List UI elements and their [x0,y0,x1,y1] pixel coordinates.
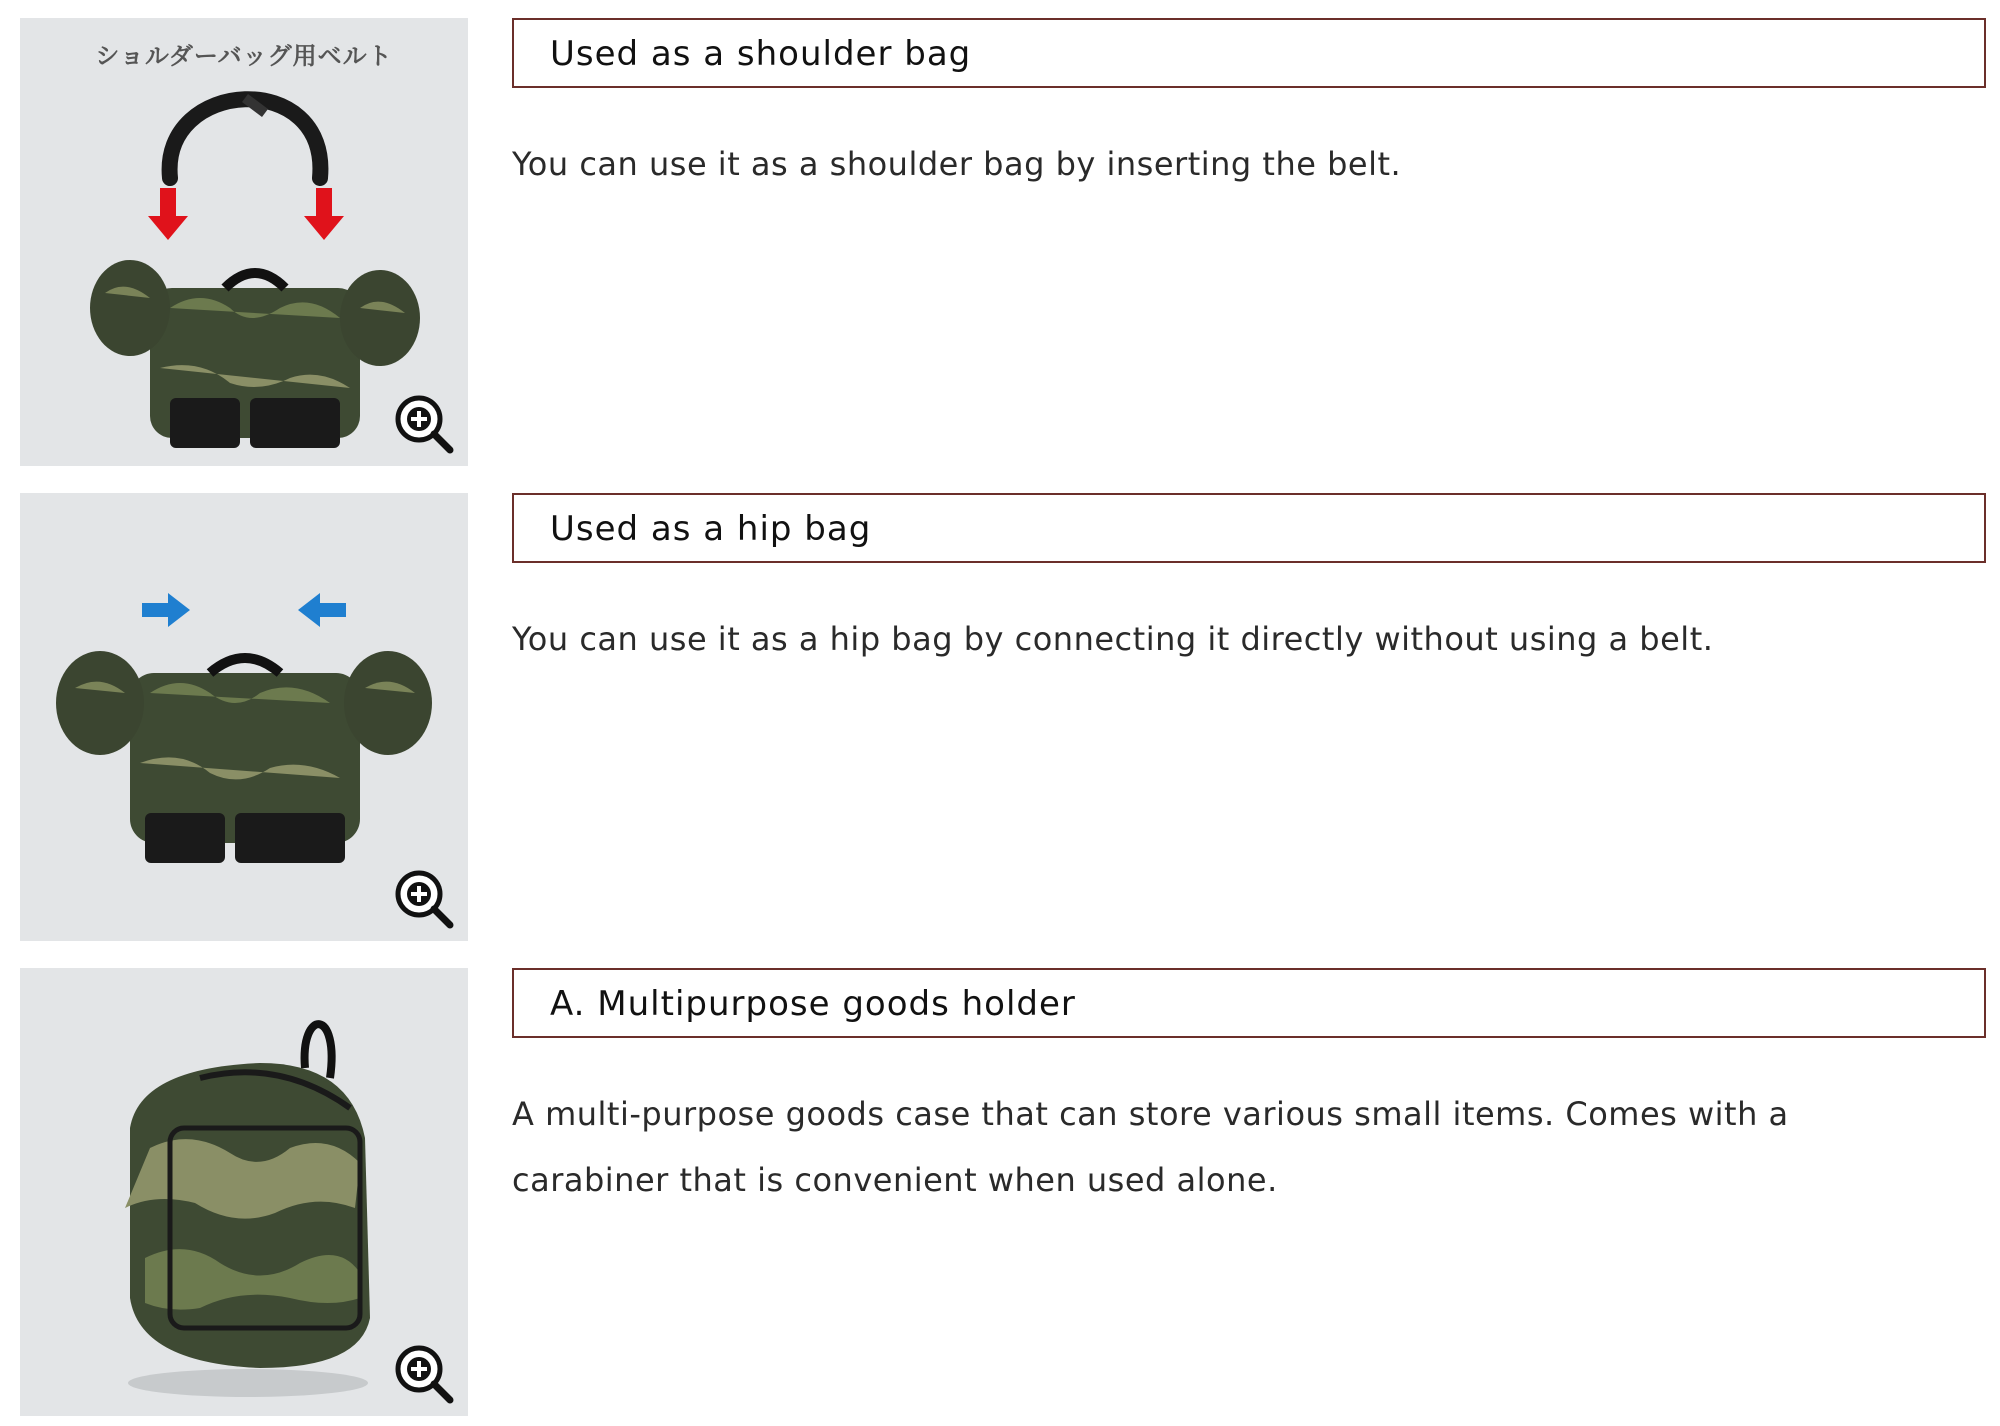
zoom-in-icon[interactable] [392,867,456,931]
section-description: You can use it as a shoulder bag by inserting the belt. [512,145,1402,183]
zoom-in-icon[interactable] [392,1342,456,1406]
section-description: You can use it as a hip bag by connecting it directly without using a belt. [512,620,1714,658]
section-heading-box [512,18,1986,88]
section-heading: A. Multipurpose goods holder [550,984,1076,1024]
zoom-in-icon[interactable] [392,392,456,456]
hip-bag-image[interactable] [20,493,468,941]
section-heading: Used as a hip bag [550,509,872,549]
image-caption: ショルダーバッグ用ベルト [95,42,393,70]
feature-shoulder-bag [0,18,2000,468]
feature-goods-holder [0,968,2000,1418]
section-heading-box [512,968,1986,1038]
feature-hip-bag [0,493,2000,943]
section-heading: Used as a shoulder bag [550,34,972,74]
section-heading-box [512,493,1986,563]
goods-holder-image[interactable] [20,968,468,1416]
section-description: A multi-purpose goods case that can store various small items. Comes with a carabiner that is convenient when used alone. [512,1095,1789,1199]
shoulder-bag-image[interactable] [20,18,468,466]
